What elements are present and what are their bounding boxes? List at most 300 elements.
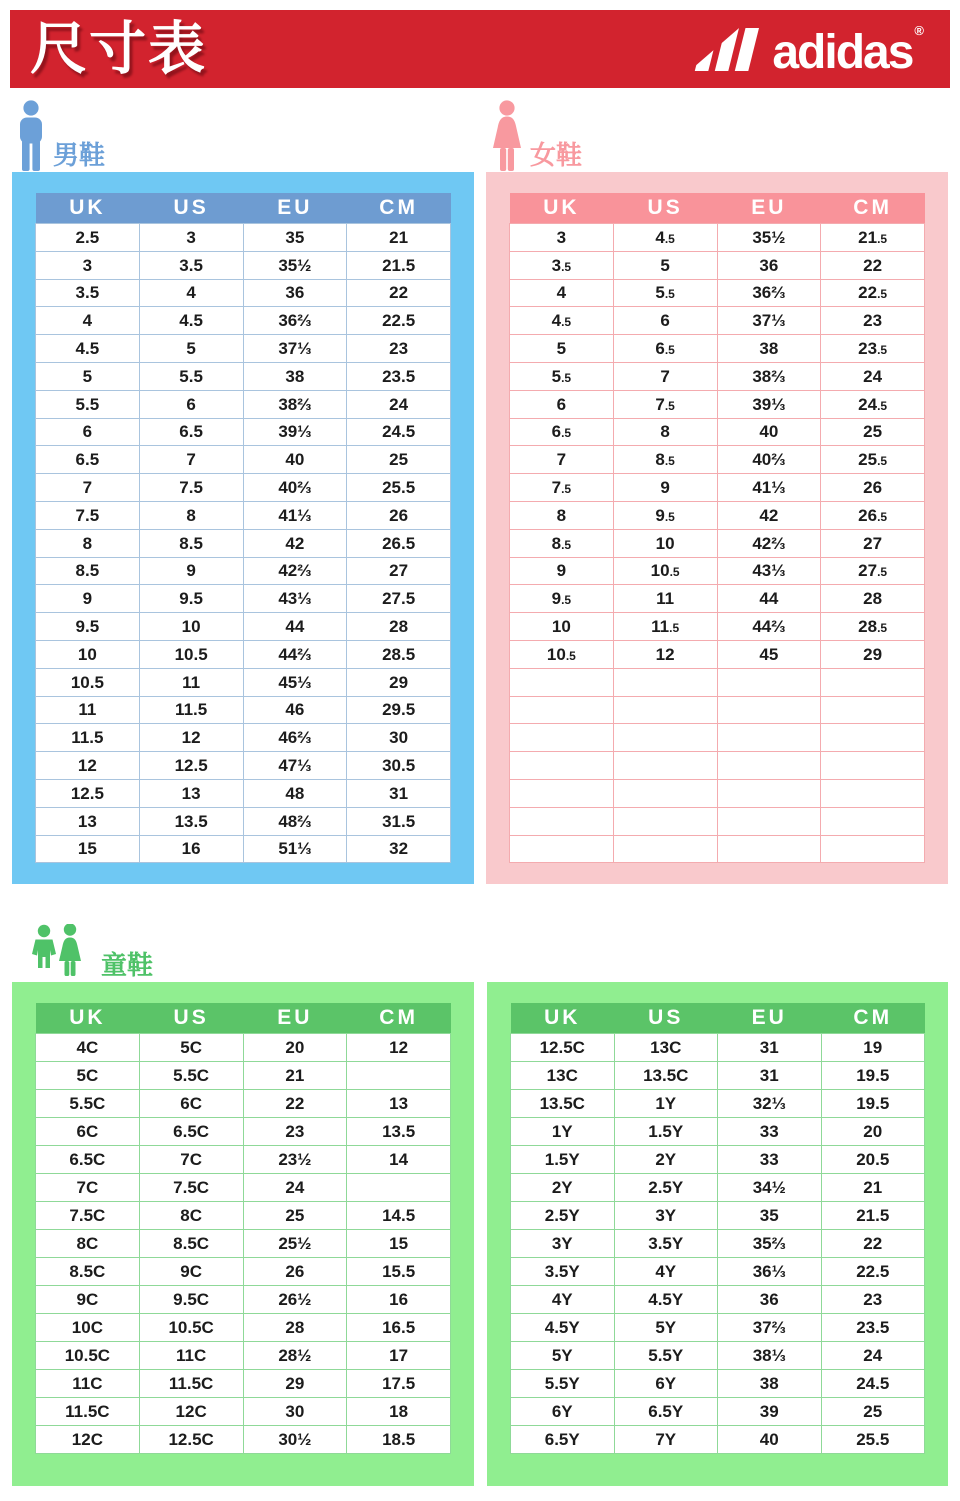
table-cell: 10 bbox=[36, 640, 140, 668]
column-header: UK bbox=[36, 193, 140, 224]
table-cell: 31 bbox=[718, 1034, 822, 1062]
kids-label: 童鞋 bbox=[101, 950, 154, 980]
table-row bbox=[36, 224, 451, 252]
table-cell: 5C bbox=[36, 1062, 140, 1090]
table-cell: 11 bbox=[613, 585, 717, 613]
column-header: US bbox=[614, 1003, 718, 1034]
table-cell: 8 bbox=[510, 501, 614, 529]
table-cell: 4.5 bbox=[139, 307, 243, 335]
table-cell: 7.5C bbox=[139, 1174, 243, 1202]
table-cell: 19 bbox=[821, 1034, 925, 1062]
table-cell: 6 bbox=[139, 390, 243, 418]
table-cell: 24.5 bbox=[821, 390, 925, 418]
table-cell bbox=[510, 752, 614, 780]
table-row bbox=[36, 557, 451, 585]
table-row bbox=[36, 1034, 451, 1062]
table-row bbox=[36, 613, 451, 641]
table-cell: 20 bbox=[243, 1034, 347, 1062]
table-cell: 4Y bbox=[511, 1286, 615, 1314]
kids-size-table-panel-right bbox=[487, 982, 948, 1486]
table-cell: 31 bbox=[347, 779, 451, 807]
table-cell: 23.5 bbox=[347, 362, 451, 390]
table-row bbox=[36, 835, 451, 863]
table-cell: 23.5 bbox=[821, 1314, 925, 1342]
table-row bbox=[510, 307, 925, 335]
table-cell: 8.5C bbox=[139, 1230, 243, 1258]
table-cell: 40⅔ bbox=[717, 446, 821, 474]
table-cell: 46⅔ bbox=[243, 724, 347, 752]
table-cell bbox=[717, 779, 821, 807]
table-cell: 2.5 bbox=[36, 224, 140, 252]
kids-section-label bbox=[30, 924, 153, 982]
table-cell: 7 bbox=[510, 446, 614, 474]
table-cell: 48⅔ bbox=[243, 807, 347, 835]
table-cell bbox=[717, 807, 821, 835]
table-row bbox=[511, 1370, 925, 1398]
table-cell bbox=[510, 807, 614, 835]
table-cell: 21.5 bbox=[821, 224, 925, 252]
table-cell: 4.5Y bbox=[614, 1286, 718, 1314]
table-cell: 4 bbox=[510, 279, 614, 307]
table-cell: 44⅔ bbox=[717, 613, 821, 641]
table-cell: 4Y bbox=[614, 1258, 718, 1286]
table-cell: 3.5 bbox=[510, 251, 614, 279]
table-cell bbox=[347, 1062, 451, 1090]
table-cell: 10.5C bbox=[139, 1314, 243, 1342]
table-row bbox=[511, 1342, 925, 1370]
table-cell: 13 bbox=[36, 807, 140, 835]
table-cell: 26 bbox=[821, 474, 925, 502]
table-row bbox=[36, 251, 451, 279]
table-row bbox=[510, 835, 925, 863]
table-row bbox=[511, 1146, 925, 1174]
table-cell: 10 bbox=[510, 613, 614, 641]
men-table-body bbox=[36, 224, 451, 863]
table-cell: 46 bbox=[243, 696, 347, 724]
column-header: EU bbox=[718, 1003, 822, 1034]
table-cell: 30½ bbox=[243, 1426, 347, 1454]
table-row bbox=[510, 807, 925, 835]
table-cell: 42⅔ bbox=[717, 529, 821, 557]
adidas-stripes-icon bbox=[688, 26, 764, 72]
table-cell: 10 bbox=[613, 529, 717, 557]
table-row bbox=[36, 474, 451, 502]
adidas-logo bbox=[688, 23, 930, 79]
table-cell: 1Y bbox=[511, 1118, 615, 1146]
table-row bbox=[36, 1342, 451, 1370]
table-row bbox=[511, 1202, 925, 1230]
table-cell: 28.5 bbox=[347, 640, 451, 668]
children-icon bbox=[30, 924, 96, 982]
table-cell: 3.5 bbox=[139, 251, 243, 279]
table-cell bbox=[510, 779, 614, 807]
table-row bbox=[36, 335, 451, 363]
table-row bbox=[36, 1090, 451, 1118]
table-cell: 9C bbox=[139, 1258, 243, 1286]
table-cell: 17.5 bbox=[347, 1370, 451, 1398]
table-cell: 18 bbox=[347, 1398, 451, 1426]
table-cell: 35½ bbox=[717, 224, 821, 252]
table-cell: 1.5Y bbox=[614, 1118, 718, 1146]
table-cell: 8.5C bbox=[36, 1258, 140, 1286]
table-cell: 40 bbox=[243, 446, 347, 474]
table-cell: 16.5 bbox=[347, 1314, 451, 1342]
table-row bbox=[511, 1034, 925, 1062]
table-cell: 13 bbox=[139, 779, 243, 807]
table-row bbox=[510, 501, 925, 529]
table-cell: 31.5 bbox=[347, 807, 451, 835]
table-row bbox=[36, 529, 451, 557]
table-cell: 14.5 bbox=[347, 1202, 451, 1230]
column-header: CM bbox=[821, 1003, 925, 1034]
table-cell: 6.5C bbox=[139, 1118, 243, 1146]
table-cell bbox=[613, 668, 717, 696]
table-row bbox=[510, 362, 925, 390]
table-cell: 19.5 bbox=[821, 1090, 925, 1118]
column-header: US bbox=[613, 193, 717, 224]
table-cell: 44 bbox=[717, 585, 821, 613]
table-cell: 29 bbox=[821, 640, 925, 668]
table-row bbox=[510, 613, 925, 641]
table-cell: 45⅓ bbox=[243, 668, 347, 696]
table-cell: 5.5 bbox=[613, 279, 717, 307]
table-row bbox=[511, 1118, 925, 1146]
table-cell: 3 bbox=[139, 224, 243, 252]
table-cell: 12.5C bbox=[139, 1426, 243, 1454]
table-row bbox=[511, 1426, 925, 1454]
table-cell: 3.5 bbox=[36, 279, 140, 307]
table-cell: 45 bbox=[717, 640, 821, 668]
kids-size-table-left bbox=[35, 1003, 451, 1454]
table-cell: 7.5 bbox=[139, 474, 243, 502]
table-cell: 28 bbox=[347, 613, 451, 641]
column-header: EU bbox=[243, 193, 347, 224]
table-cell: 15 bbox=[347, 1230, 451, 1258]
table-cell bbox=[613, 807, 717, 835]
table-cell: 5.5 bbox=[510, 362, 614, 390]
table-cell: 6Y bbox=[614, 1370, 718, 1398]
table-row bbox=[36, 418, 451, 446]
table-cell: 4.5 bbox=[613, 224, 717, 252]
table-cell bbox=[613, 835, 717, 863]
table-cell: 16 bbox=[347, 1286, 451, 1314]
table-cell: 25 bbox=[347, 446, 451, 474]
table-cell: 17 bbox=[347, 1342, 451, 1370]
table-cell: 29 bbox=[347, 668, 451, 696]
table-cell: 5.5Y bbox=[511, 1370, 615, 1398]
table-cell: 13 bbox=[347, 1090, 451, 1118]
table-cell: 10.5C bbox=[36, 1342, 140, 1370]
table-cell: 6 bbox=[510, 390, 614, 418]
table-row bbox=[36, 668, 451, 696]
table-cell: 29.5 bbox=[347, 696, 451, 724]
table-cell: 12 bbox=[36, 752, 140, 780]
female-icon bbox=[489, 100, 525, 172]
table-cell: 36 bbox=[718, 1286, 822, 1314]
table-row bbox=[36, 362, 451, 390]
table-cell: 10.5 bbox=[613, 557, 717, 585]
column-header: EU bbox=[243, 1003, 347, 1034]
table-cell: 2Y bbox=[614, 1146, 718, 1174]
table-cell: 6C bbox=[36, 1118, 140, 1146]
table-cell: 25 bbox=[243, 1202, 347, 1230]
table-cell: 5 bbox=[139, 335, 243, 363]
table-cell: 19.5 bbox=[821, 1062, 925, 1090]
column-header: US bbox=[139, 193, 243, 224]
table-cell: 3 bbox=[510, 224, 614, 252]
table-cell bbox=[613, 724, 717, 752]
table-cell: 25 bbox=[821, 1398, 925, 1426]
table-row bbox=[36, 390, 451, 418]
table-cell: 6.5 bbox=[139, 418, 243, 446]
table-cell: 43⅓ bbox=[243, 585, 347, 613]
table-cell: 22 bbox=[821, 251, 925, 279]
table-cell bbox=[613, 696, 717, 724]
table-cell: 11.5 bbox=[139, 696, 243, 724]
table-cell: 20 bbox=[821, 1118, 925, 1146]
table-cell: 6.5C bbox=[36, 1146, 140, 1174]
table-cell: 32⅓ bbox=[718, 1090, 822, 1118]
table-cell bbox=[821, 752, 925, 780]
table-row bbox=[36, 807, 451, 835]
table-cell: 7C bbox=[139, 1146, 243, 1174]
table-cell: 6.5Y bbox=[511, 1426, 615, 1454]
table-cell: 10.5 bbox=[36, 668, 140, 696]
table-cell: 4 bbox=[36, 307, 140, 335]
table-cell: 25.5 bbox=[821, 446, 925, 474]
table-cell: 9.5C bbox=[139, 1286, 243, 1314]
table-cell: 36 bbox=[717, 251, 821, 279]
table-cell bbox=[821, 779, 925, 807]
table-cell: 7C bbox=[36, 1174, 140, 1202]
table-cell: 28 bbox=[821, 585, 925, 613]
table-cell: 28.5 bbox=[821, 613, 925, 641]
table-cell: 6 bbox=[36, 418, 140, 446]
table-row bbox=[511, 1286, 925, 1314]
table-cell: 9C bbox=[36, 1286, 140, 1314]
table-row bbox=[36, 279, 451, 307]
table-cell: 9.5 bbox=[36, 613, 140, 641]
table-cell: 12 bbox=[347, 1034, 451, 1062]
table-cell: 7 bbox=[139, 446, 243, 474]
table-cell: 11.5 bbox=[613, 613, 717, 641]
table-cell: 8C bbox=[139, 1202, 243, 1230]
table-cell: 33 bbox=[718, 1146, 822, 1174]
table-cell: 27.5 bbox=[347, 585, 451, 613]
table-cell: 13C bbox=[511, 1062, 615, 1090]
table-cell: 7Y bbox=[614, 1426, 718, 1454]
table-cell: 5 bbox=[510, 335, 614, 363]
men-size-table bbox=[35, 193, 451, 863]
table-cell bbox=[821, 835, 925, 863]
table-cell: 38 bbox=[717, 335, 821, 363]
table-cell bbox=[717, 835, 821, 863]
table-cell: 13.5 bbox=[347, 1118, 451, 1146]
table-cell: 26 bbox=[347, 501, 451, 529]
table-row bbox=[510, 696, 925, 724]
table-row bbox=[36, 1202, 451, 1230]
table-cell: 25½ bbox=[243, 1230, 347, 1258]
table-cell: 11 bbox=[139, 668, 243, 696]
men-section-label bbox=[14, 100, 105, 172]
women-table-body bbox=[510, 224, 925, 863]
table-cell: 10.5 bbox=[139, 640, 243, 668]
table-cell: 26.5 bbox=[347, 529, 451, 557]
table-cell: 16 bbox=[139, 835, 243, 863]
table-cell: 9 bbox=[36, 585, 140, 613]
table-cell bbox=[821, 668, 925, 696]
table-cell: 3 bbox=[36, 251, 140, 279]
table-cell: 6C bbox=[139, 1090, 243, 1118]
table-cell: 26½ bbox=[243, 1286, 347, 1314]
table-cell: 12C bbox=[36, 1426, 140, 1454]
table-cell: 7 bbox=[613, 362, 717, 390]
table-cell: 48 bbox=[243, 779, 347, 807]
table-cell: 6 bbox=[613, 307, 717, 335]
table-cell: 5.5C bbox=[36, 1090, 140, 1118]
table-row bbox=[510, 529, 925, 557]
table-cell bbox=[717, 668, 821, 696]
column-header: UK bbox=[510, 193, 614, 224]
kids-size-table-right bbox=[510, 1003, 925, 1454]
table-row bbox=[510, 279, 925, 307]
table-cell: 38⅓ bbox=[718, 1342, 822, 1370]
table-cell: 7.5 bbox=[613, 390, 717, 418]
table-cell: 39 bbox=[718, 1398, 822, 1426]
table-row bbox=[36, 1398, 451, 1426]
table-row bbox=[36, 724, 451, 752]
table-row bbox=[510, 418, 925, 446]
table-cell bbox=[717, 752, 821, 780]
kids-size-table-panel-left bbox=[12, 982, 474, 1486]
table-cell: 37⅔ bbox=[718, 1314, 822, 1342]
table-cell: 12.5C bbox=[511, 1034, 615, 1062]
table-cell: 27.5 bbox=[821, 557, 925, 585]
table-row bbox=[511, 1062, 925, 1090]
table-cell: 42 bbox=[243, 529, 347, 557]
table-cell: 26 bbox=[243, 1258, 347, 1286]
table-cell: 7.5 bbox=[36, 501, 140, 529]
table-cell: 8.5 bbox=[510, 529, 614, 557]
women-section-label bbox=[489, 100, 582, 172]
table-cell: 35½ bbox=[243, 251, 347, 279]
table-cell: 5 bbox=[36, 362, 140, 390]
column-header: CM bbox=[347, 193, 451, 224]
table-cell: 23 bbox=[821, 1286, 925, 1314]
table-row bbox=[511, 1258, 925, 1286]
table-cell: 43⅓ bbox=[717, 557, 821, 585]
table-cell: 37⅓ bbox=[243, 335, 347, 363]
table-cell: 36 bbox=[243, 279, 347, 307]
table-cell: 1.5Y bbox=[511, 1146, 615, 1174]
table-cell: 8 bbox=[139, 501, 243, 529]
table-cell: 24 bbox=[821, 1342, 925, 1370]
table-cell: 33 bbox=[718, 1118, 822, 1146]
table-cell: 4C bbox=[36, 1034, 140, 1062]
table-cell: 9.5 bbox=[613, 501, 717, 529]
table-cell: 9 bbox=[510, 557, 614, 585]
table-cell: 6.5 bbox=[510, 418, 614, 446]
table-cell: 5.5Y bbox=[614, 1342, 718, 1370]
column-header: CM bbox=[821, 193, 925, 224]
table-cell: 22 bbox=[347, 279, 451, 307]
table-row bbox=[36, 1286, 451, 1314]
table-cell: 34½ bbox=[718, 1174, 822, 1202]
table-cell: 9 bbox=[139, 557, 243, 585]
table-cell: 13.5C bbox=[511, 1090, 615, 1118]
table-cell: 30.5 bbox=[347, 752, 451, 780]
table-row bbox=[36, 640, 451, 668]
table-cell: 51⅓ bbox=[243, 835, 347, 863]
table-cell: 22.5 bbox=[821, 279, 925, 307]
table-row bbox=[36, 779, 451, 807]
table-cell: 42⅔ bbox=[243, 557, 347, 585]
table-cell: 8.5 bbox=[613, 446, 717, 474]
column-header: CM bbox=[347, 1003, 451, 1034]
registered-mark: ® bbox=[914, 23, 924, 38]
table-row bbox=[510, 724, 925, 752]
women-label: 女鞋 bbox=[530, 140, 583, 170]
table-row bbox=[510, 752, 925, 780]
table-cell: 22 bbox=[243, 1090, 347, 1118]
table-cell: 47⅓ bbox=[243, 752, 347, 780]
table-cell: 1Y bbox=[614, 1090, 718, 1118]
table-cell: 21.5 bbox=[347, 251, 451, 279]
table-cell: 21 bbox=[347, 224, 451, 252]
table-cell bbox=[347, 1174, 451, 1202]
table-cell: 24.5 bbox=[821, 1370, 925, 1398]
table-cell: 37⅓ bbox=[717, 307, 821, 335]
table-cell: 13C bbox=[614, 1034, 718, 1062]
table-row bbox=[36, 1426, 451, 1454]
table-cell: 5.5C bbox=[139, 1062, 243, 1090]
table-row bbox=[36, 1062, 451, 1090]
table-cell: 38⅔ bbox=[717, 362, 821, 390]
table-cell: 2.5Y bbox=[511, 1202, 615, 1230]
table-row bbox=[36, 501, 451, 529]
table-row bbox=[510, 474, 925, 502]
table-cell: 24 bbox=[821, 362, 925, 390]
table-row bbox=[510, 585, 925, 613]
table-cell: 27 bbox=[821, 529, 925, 557]
table-cell: 41⅓ bbox=[243, 501, 347, 529]
table-cell bbox=[821, 696, 925, 724]
table-cell: 24 bbox=[243, 1174, 347, 1202]
table-cell bbox=[613, 752, 717, 780]
table-cell: 30 bbox=[347, 724, 451, 752]
table-row bbox=[36, 1258, 451, 1286]
table-cell: 40 bbox=[718, 1426, 822, 1454]
table-cell: 25.5 bbox=[821, 1426, 925, 1454]
table-cell: 23 bbox=[347, 335, 451, 363]
table-row bbox=[510, 640, 925, 668]
table-row bbox=[511, 1090, 925, 1118]
table-row bbox=[510, 779, 925, 807]
adidas-wordmark: adidas bbox=[772, 25, 913, 79]
table-cell: 26.5 bbox=[821, 501, 925, 529]
table-cell: 3Y bbox=[614, 1202, 718, 1230]
table-cell: 5C bbox=[139, 1034, 243, 1062]
table-cell: 29 bbox=[243, 1370, 347, 1398]
table-cell: 38 bbox=[718, 1370, 822, 1398]
table-cell: 5Y bbox=[614, 1314, 718, 1342]
table-row bbox=[510, 557, 925, 585]
table-cell: 12.5 bbox=[139, 752, 243, 780]
table-cell: 12 bbox=[139, 724, 243, 752]
table-cell: 3.5Y bbox=[614, 1230, 718, 1258]
table-row bbox=[510, 251, 925, 279]
table-cell: 15 bbox=[36, 835, 140, 863]
